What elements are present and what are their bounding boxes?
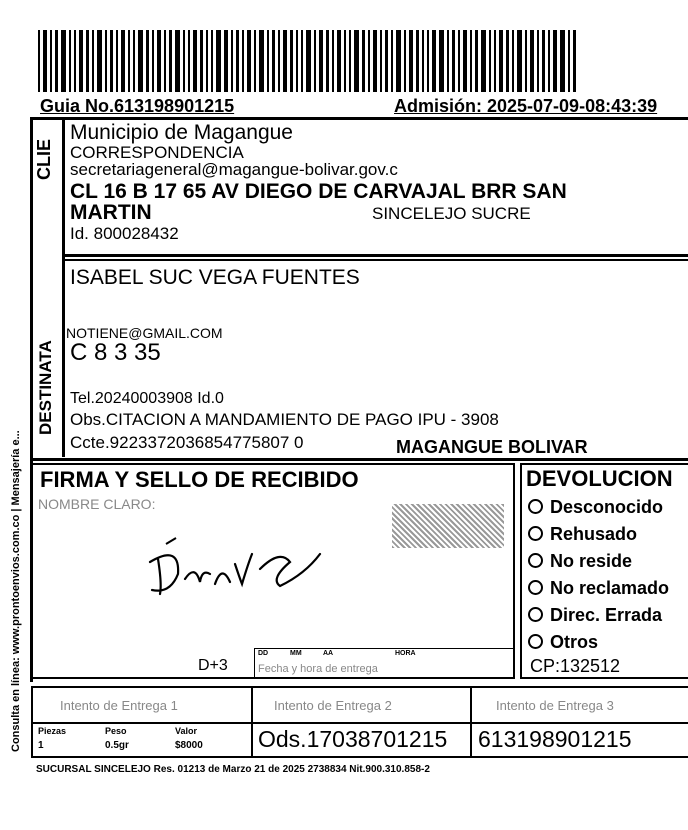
- barcode-bar: [74, 30, 76, 92]
- ods-number: Ods.17038701215: [258, 726, 448, 752]
- remitente-dept: CORRESPONDENCIA: [70, 143, 244, 162]
- barcode-bar: [79, 30, 83, 92]
- barcode-bar: [86, 30, 89, 92]
- barcode-bar: [183, 30, 185, 92]
- devolucion-option-label: No reside: [550, 551, 633, 571]
- barcode-bar: [573, 30, 576, 92]
- date-label-aa: AA: [323, 650, 334, 657]
- barcode-bar: [319, 30, 323, 92]
- barcode-bar: [69, 30, 71, 92]
- label-column-divider: [62, 117, 65, 457]
- barcode-bar: [267, 30, 269, 92]
- peso-value: 0.5gr: [105, 740, 129, 751]
- barcode-bar: [385, 30, 388, 92]
- barcode-bar: [97, 30, 102, 92]
- barcode-bar: [344, 30, 346, 92]
- date-label-dd: DD: [258, 650, 269, 657]
- barcode-bar: [290, 30, 293, 92]
- barcode-bar: [224, 30, 228, 92]
- valor-value: $8000: [175, 740, 203, 751]
- radio-circle-icon: [528, 553, 543, 568]
- devolucion-option-rehusado: [528, 524, 637, 545]
- barcode-bar: [349, 30, 351, 92]
- barcode-bar: [512, 30, 514, 92]
- radio-circle-icon: [528, 580, 543, 595]
- remitente-name: Municipio de Magangue: [70, 121, 293, 144]
- piezas-label: Piezas: [38, 726, 67, 736]
- barcode-bar: [231, 30, 233, 92]
- barcode-bar: [116, 30, 118, 92]
- guia-number: Guia No.613198901215: [40, 96, 235, 116]
- barcode-bar: [306, 30, 311, 92]
- barcode-bar: [354, 30, 359, 92]
- barcode-bar: [391, 30, 393, 92]
- barcode-bar: [211, 30, 213, 92]
- barcode-bar: [380, 30, 382, 92]
- date-label-mm: MM: [290, 650, 302, 657]
- barcode-bar: [404, 30, 406, 92]
- barcode-bar: [506, 30, 509, 92]
- barcode-bar: [38, 30, 40, 92]
- destinatario-address: C 8 3 35: [70, 339, 161, 366]
- intento-1-label: Intento de Entrega 1: [60, 698, 178, 713]
- barcode-bar: [422, 30, 424, 92]
- piezas-value: 1: [38, 740, 44, 751]
- remitente-bottom-line-2: [62, 259, 688, 261]
- barcode-bar: [216, 30, 221, 92]
- barcode-bar: [157, 30, 161, 92]
- barcode-bar: [537, 30, 539, 92]
- barcode-bar: [499, 30, 503, 92]
- barcode-bar: [530, 30, 534, 92]
- remitente-address-1: CL 16 B 17 65 AV DIEGO DE CARVAJAL BRR SAN: [70, 180, 567, 203]
- radio-circle-icon: [528, 526, 543, 541]
- side-website-text: Consulta en línea: www.prontoenvios.com.co | Mensajería e...: [10, 430, 22, 752]
- barcode-bar: [463, 30, 467, 92]
- devolucion-option-label: Otros: [550, 632, 599, 652]
- barcode-bar: [188, 30, 190, 92]
- destinatario-tel: Tel.20240003908 Id.0: [70, 390, 224, 407]
- destinatario-obs: Obs.CITACION A MANDAMIENTO DE PAGO IPU - 3908: [70, 410, 499, 429]
- destinatario-ccte: Ccte.9223372036854775807 0: [70, 433, 304, 452]
- devolucion-option-no-reclamado: [528, 578, 669, 599]
- barcode-bar: [314, 30, 316, 92]
- barcode-bar: [236, 30, 239, 92]
- peso-label: Peso: [105, 726, 127, 736]
- barcode-bar: [326, 30, 329, 92]
- barcode-bar: [439, 30, 444, 92]
- devolucion-option-label: Direc. Errada: [550, 605, 663, 625]
- barcode-bar: [568, 30, 570, 92]
- barcode-bar: [254, 30, 256, 92]
- barcode-bar: [396, 30, 401, 92]
- barcode-bar: [373, 30, 377, 92]
- barcode-bar: [283, 30, 287, 92]
- barcode-bar: [247, 30, 251, 92]
- remitente-address-2: MARTIN: [70, 201, 152, 224]
- devolucion-cp: CP:132512: [530, 656, 621, 676]
- barcode-bar: [259, 30, 264, 92]
- devolucion-option-direc-errada: [528, 605, 662, 626]
- barcode-bar: [206, 30, 208, 92]
- barcode-bar: [409, 30, 413, 92]
- radio-circle-icon: [528, 499, 543, 514]
- barcode-bar: [362, 30, 365, 92]
- barcode-bar: [296, 30, 298, 92]
- barcode-bar: [152, 30, 154, 92]
- devolucion-option-label: Desconocido: [550, 497, 664, 517]
- barcode-bar: [164, 30, 166, 92]
- barcode-bar: [55, 30, 58, 92]
- barcode-bar: [278, 30, 280, 92]
- barcode-bar: [560, 30, 565, 92]
- destinatario-bottom-line: [30, 458, 688, 461]
- devolucion-title: DEVOLUCION: [526, 466, 673, 491]
- remitente-bottom-line: [62, 254, 688, 257]
- barcode-bar: [470, 30, 472, 92]
- barcode-bar: [525, 30, 527, 92]
- intento-3-label: Intento de Entrega 3: [496, 698, 614, 713]
- barcode-bar: [332, 30, 334, 92]
- devolucion-option-otros: [528, 632, 598, 653]
- destinatario-side-label: DESTINATA: [36, 340, 55, 435]
- barcode-bar: [517, 30, 522, 92]
- barcode-bar: [128, 30, 130, 92]
- barcode-bar: [452, 30, 455, 92]
- barcode-bar: [138, 30, 143, 92]
- admision-date: Admisión: 2025-07-09-08:43:39: [394, 96, 658, 116]
- barcode-bar: [553, 30, 557, 92]
- barcode-bar: [61, 30, 66, 92]
- barcode-bar: [368, 30, 370, 92]
- devolucion-option-label: No reclamado: [550, 578, 670, 598]
- barcode-bar: [542, 30, 545, 92]
- barcode-bar: [337, 30, 341, 92]
- footer-text: SUCURSAL SINCELEJO Res. 01213 de Marzo 21 de 2025 2738834 Nit.900.310.858-2: [36, 764, 430, 775]
- barcode-bar: [146, 30, 149, 92]
- stamp-smudge: [392, 504, 504, 548]
- barcode-bar: [242, 30, 244, 92]
- d3-label: D+3: [198, 657, 228, 674]
- barcode-bar: [105, 30, 107, 92]
- barcode-bar: [494, 30, 496, 92]
- frame-top: [30, 117, 688, 120]
- barcode-bar: [416, 30, 419, 92]
- barcode-bar: [133, 30, 135, 92]
- destinatario-email: NOTIENE@GMAIL.COM: [66, 325, 223, 341]
- fecha-label: Fecha y hora de entrega: [258, 663, 378, 675]
- devolucion-option-desconocido: [528, 497, 663, 518]
- barcode-bar: [43, 30, 47, 92]
- firma-title: FIRMA Y SELLO DE RECIBIDO: [40, 467, 359, 492]
- barcode-bar: [432, 30, 436, 92]
- barcode-bar: [92, 30, 94, 92]
- barcode-bar: [458, 30, 460, 92]
- devolucion-option-label: Rehusado: [550, 524, 638, 544]
- devolucion-option-no-reside: [528, 551, 632, 572]
- remitente-email: secretariageneral@magangue-bolivar.gov.c: [70, 160, 398, 179]
- radio-circle-icon: [528, 607, 543, 622]
- barcode-bar: [110, 30, 113, 92]
- remitente-side-label: CLIE: [34, 138, 54, 180]
- barcode-bar: [475, 30, 478, 92]
- barcode-bar: [447, 30, 449, 92]
- signature: [140, 524, 340, 604]
- barcode-bar: [121, 30, 125, 92]
- destinatario-city: MAGANGUE BOLIVAR: [396, 437, 588, 457]
- barcode-bar: [200, 30, 203, 92]
- intento-2-label: Intento de Entrega 2: [274, 698, 392, 713]
- remitente-city: SINCELEJO SUCRE: [372, 204, 531, 223]
- date-label-hora: HORA: [395, 650, 416, 657]
- remitente-id: Id. 800028432: [70, 224, 179, 243]
- valor-label: Valor: [175, 726, 198, 736]
- barcode-bar: [548, 30, 550, 92]
- barcode-bar: [50, 30, 52, 92]
- barcode-bar: [427, 30, 429, 92]
- barcode-bar: [169, 30, 172, 92]
- barcode: [38, 30, 688, 92]
- barcode-bar: [193, 30, 197, 92]
- radio-circle-icon: [528, 634, 543, 649]
- guia-number-bottom: 613198901215: [478, 726, 632, 752]
- barcode-bar: [272, 30, 275, 92]
- barcode-bar: [175, 30, 180, 92]
- nombre-claro-label: NOMBRE CLARO:: [38, 496, 156, 512]
- barcode-bar: [489, 30, 491, 92]
- barcode-bar: [481, 30, 486, 92]
- barcode-bar: [301, 30, 303, 92]
- destinatario-name: ISABEL SUC VEGA FUENTES: [70, 266, 360, 289]
